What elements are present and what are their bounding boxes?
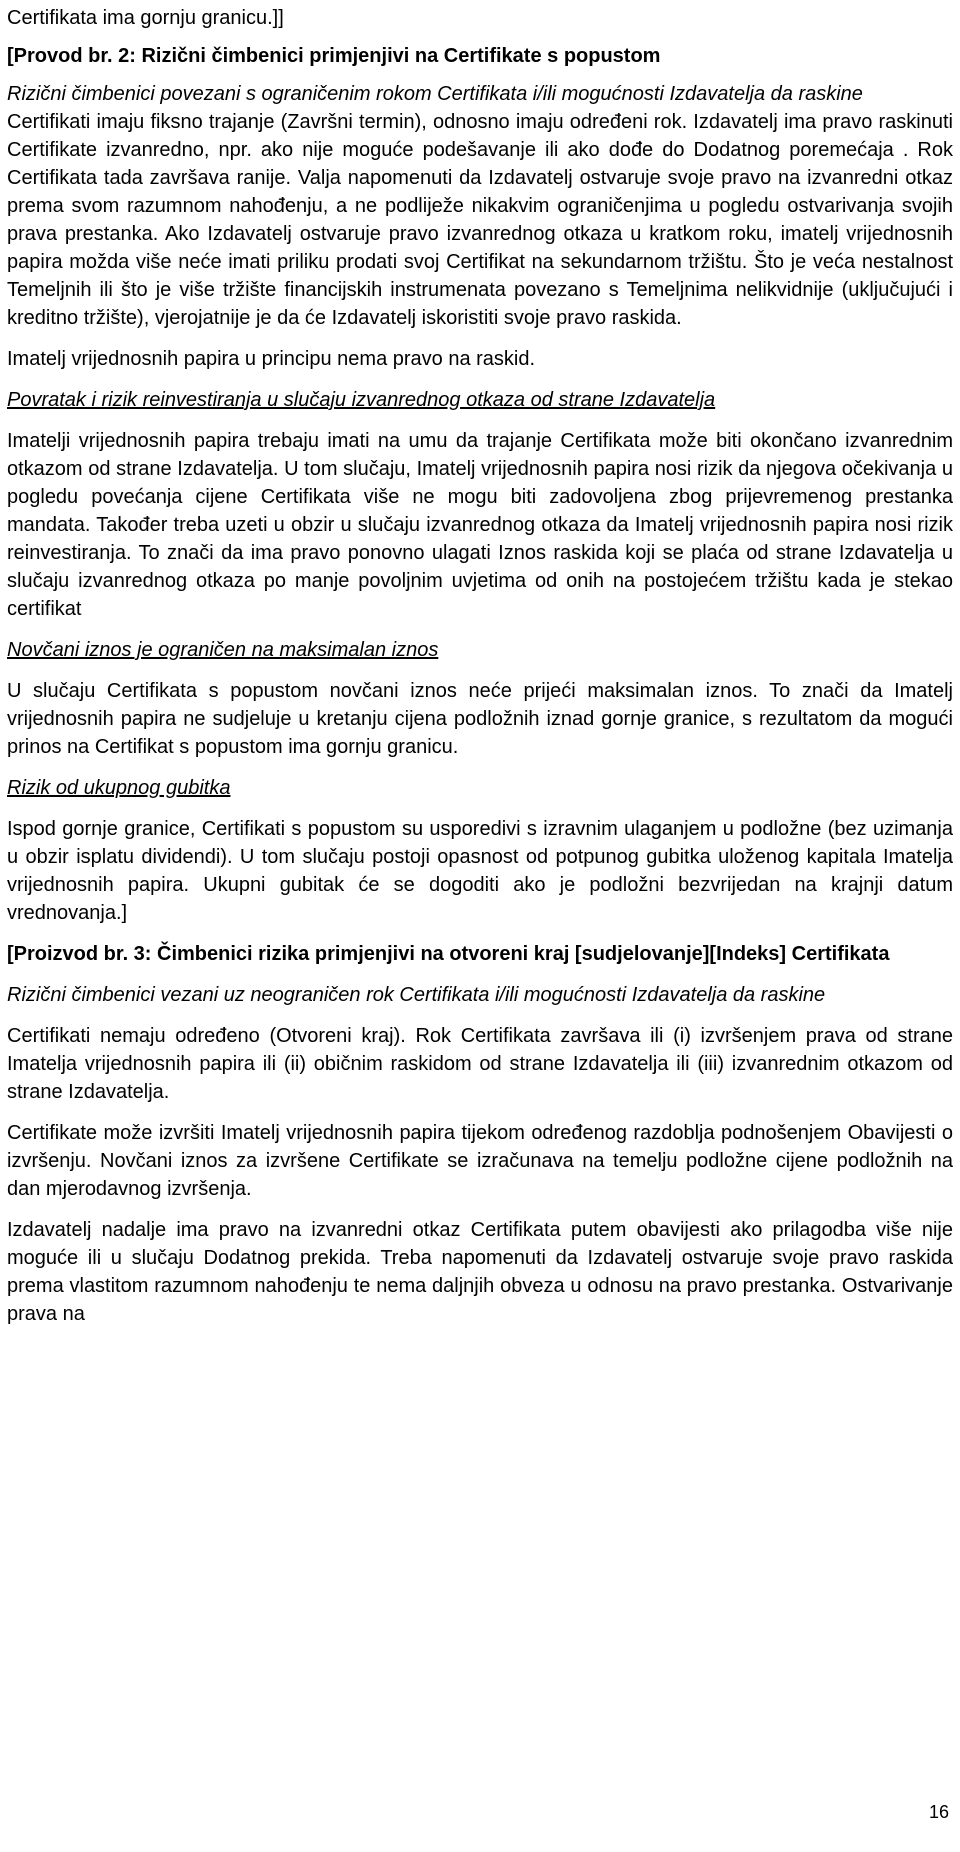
section-2-subheading: Rizični čimbenici povezani s ograničenim rokom Certifikata i/ili mogućnosti Izdavatelja da raskine: [7, 83, 863, 105]
section-3-paragraph-3: Izdavatelj nadalje ima pravo na izvanredni otkaz Certifikata putem obavijesti ako prilagodba više nije moguće ili u slučaju Dodatnog prekida. Treba napomenuti da Izdavatelj ostvaruje svoje pravo raskida prema vlastitom razumnom nahođenju te nema daljnjih obveza u odnosu na pravo prestanka. Ostvarivanje prava na: [7, 1219, 953, 1325]
continuation-line: Certifikata ima gornju granicu.]]: [7, 7, 284, 29]
section-2-paragraph-1: Certifikati imaju fiksno trajanje (Završni termin), odnosno imaju određeni rok. Izdavatelj ima pravo raskinuti Certifikate izvanredno, npr. ako nije moguće podešavanje ili ako dođe do Dodatnog poremećaja . Rok Certifikata tada završava ranije. Valja napomenuti da Izdavatelj ostvaruje svoje pravo na izvanredni otkaz prema svom razumnom nahođenju, a ne podliježe nikakvim ograničenjima u pogledu ostvarivanja svojih prava prestanka. Ako Izdavatelj ostvaruje pravo izvanrednog otkaza u kratkom roku, imatelj vrijednosnih papira možda više neće imati priliku prodati svoj Certifikat na sekundarnom tržištu. Što je veća nestalnost Temeljnih ili što je više tržište financijskih instrumenata povezano s Temeljnima nelikvidnije (uključujući i kreditno tržište), vjerojatnije je da će Izdavatelj iskoristiti svoje pravo raskida.: [7, 111, 953, 329]
document-page: [7, 4, 953, 1328]
section-2-paragraph-4: U slučaju Certifikata s popustom novčani iznos neće prijeći maksimalan iznos. To znači da Imatelj vrijednosnih papira ne sudjeluje u kretanju cijena podložnih iznad gornje granice, s rezultatom da mogući prinos na Certifikat s popustom ima gornju granicu.: [7, 680, 953, 758]
cash-amount-heading: Novčani iznos je ograničen na maksimalan iznos: [7, 639, 439, 661]
total-loss-heading: Rizik od ukupnog gubitka: [7, 777, 231, 799]
page-number: 16: [928, 1802, 949, 1822]
section-2-paragraph-5: Ispod gornje granice, Certifikati s popustom su usporedivi s izravnim ulaganjem u podložne (bez uzimanja u obzir isplatu dividendi). U tom slučaju postoji opasnost od potpunog gubitka uloženog kapitala Imatelja vrijednosnih papira. Ukupni gubitak će se dogoditi ako je podložni bezvrijedan na krajnji datum vrednovanja.]: [7, 818, 953, 924]
section-3-heading: [Proizvod br. 3: Čimbenici rizika primjenjivi na otvoreni kraj [sudjelovanje][Indeks] Certifikata: [7, 943, 890, 965]
section-3-paragraph-2: Certifikate može izvršiti Imatelj vrijednosnih papira tijekom određenog razdoblja podnošenjem Obavijesti o izvršenju. Novčani iznos za izvršene Certifikate se izračunava na temelju podložne cijene podložnih na dan mjerodavnog izvršenja.: [7, 1122, 953, 1200]
section-2-paragraph-2: Imatelj vrijednosnih papira u principu nema pravo na raskid.: [7, 348, 536, 370]
section-2-paragraph-3: Imatelji vrijednosnih papira trebaju imati na umu da trajanje Certifikata može biti okončano izvanrednim otkazom od strane Izdavatelja. U tom slučaju, Imatelj vrijednosnih papira nosi rizik da njegova očekivanja u pogledu povećanja cijene Certifikata više ne mogu biti zadovoljena zbog prijevremenog prestanka mandata. Također treba uzeti u obzir u slučaju izvanrednog otkaza da Imatelj vrijednosnih papira nosi rizik reinvestiranja. To znači da ima pravo ponovno ulagati Iznos raskida koji se plaća od strane Izdavatelja u slučaju izvanrednog otkaza po manje povoljnim uvjetima od onih na postojećem tržištu kada je stekao certifikat: [7, 430, 953, 620]
section-3-paragraph-1: Certifikati nemaju određeno (Otvoreni kraj). Rok Certifikata završava ili (i) izvršenjem prava od strane Imatelja vrijednosnih papira ili (ii) običnim raskidom od strane Izdavatelja ili (iii) izvanrednim otkazom od strane Izdavatelja.: [7, 1025, 953, 1103]
reinvestment-risk-heading: Povratak i rizik reinvestiranja u slučaju izvanrednog otkaza od strane Izdavatelja: [7, 389, 716, 411]
section-2-heading: [Provod br. 2: Rizični čimbenici primjenjivi na Certifikate s popustom: [7, 45, 661, 67]
section-3-subheading: Rizični čimbenici vezani uz neograničen rok Certifikata i/ili mogućnosti Izdavatelja da raskine: [7, 984, 826, 1006]
